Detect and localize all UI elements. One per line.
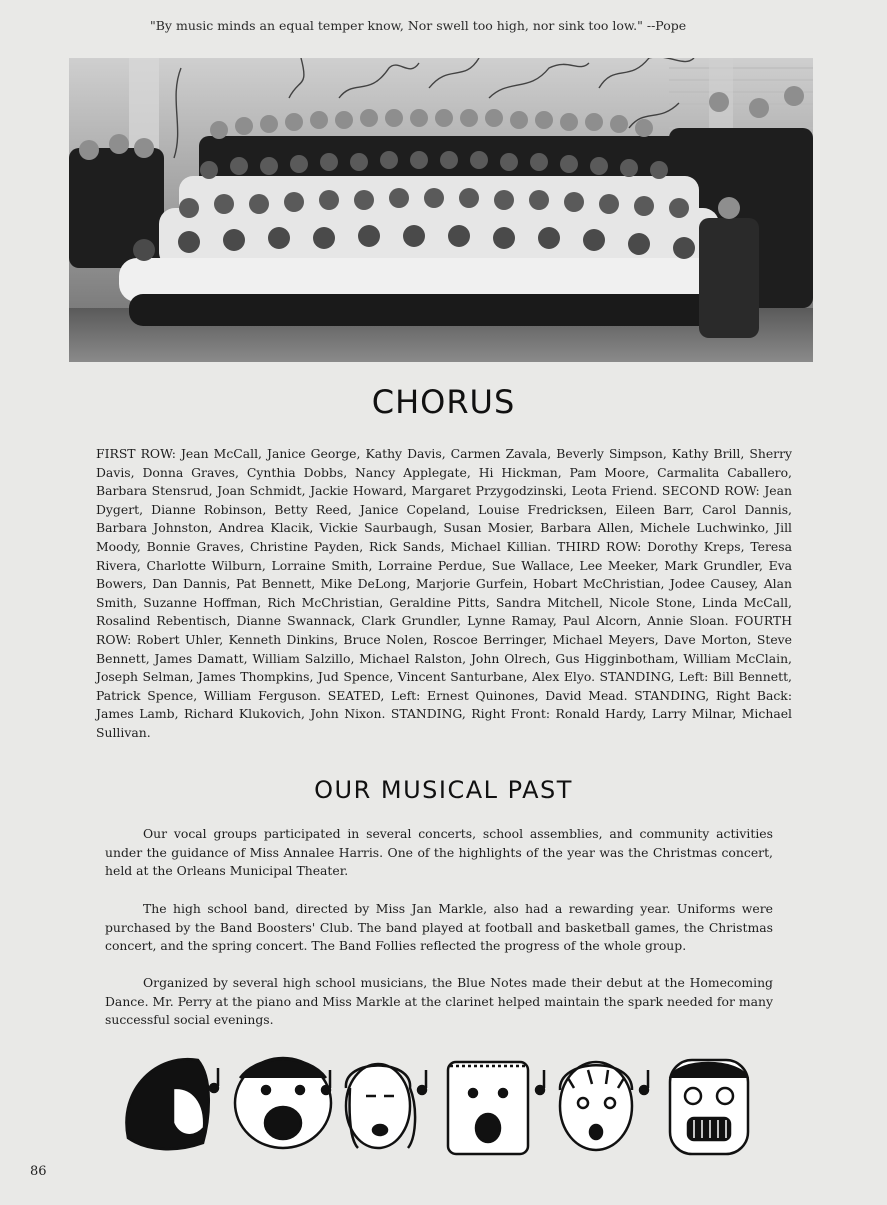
epigraph-quote: "By music minds an equal temper know, Nor swell too high, nor sink too low." --Pope [150, 18, 687, 33]
paragraph-vocal-groups: Our vocal groups participated in several concerts, school assemblies, and community activities under the guidance of Miss Annalee Harris. One of the highlights of the year was the Christmas concert, held at the Orleans Municipal Theater. [105, 826, 773, 879]
chorus-roster: FIRST ROW: Jean McCall, Janice George, Kathy Davis, Carmen Zavala, Beverly Simpson, Kathy Brill, Sherry Davis, Donna Graves, Cynthia Dobbs, Nancy Applegate, Hi Hickman, Pam Moore, Carmalita Caballero, Barbara Stensrud, Joan Schmidt, Jackie Howard, Margaret Przygodzinski, Leota Friend. SECOND ROW: Jean Dygert, Dianne Robinson, Betty Reed, Janice Copeland, Louise Fredricksen, Eileen Barr, Carol Dannis, Barbara Johnston, Andrea Klacik, Vickie Saurbaugh, Susan Mosier, Barbara Allen, Michele Luchwinko, Jill Moody, Bonnie Graves, Christine Payden, Rick Sands, Michael Killian. THIRD ROW: Dorothy Kreps, Teresa Rivera, Charlotte Wilburn, Lorraine Smith, Lorraine Perdue, Sue Wallace, Lee Meeker, Mark Grundler, Eva Bowers, Dan Dannis, Pat Bennett, Mike DeLong, Marjorie Gurfein, Hobart McChristian, Jodee Causey, Alan Smith, Suzanne Hoffman, Rich McChristian, Geraldine Pitts, Sandra Mitchell, Nicole Stone, Linda McCall, Rosalind Rebentisch, Dianne Swannack, Clark Grundler, Lynne Ramay, Paul Alcorn, Annie Sloan. FOURTH ROW: Robert Uhler, Kenneth Dinkins, Bruce Nolen, Roscoe Berringer, Michael Meyers, Dave Morton, Steve Bennett, James Damatt, William Salzillo, Michael Ralston, John Olrech, Gus Higginbotham, William McClain, Joseph Selman, James Thompkins, Jud Spence, Vincent Santurbane, Alex Elyo. STANDING, Left: Bill Bennett, Patrick Spence, William Ferguson. SEATED, Left: Ernest Quinones, David Mead. STANDING, Right Back: James Lamb, Richard Klukovich, John Nixon. STANDING, Right Front: Ronald Hardy, Larry Milnar, Michael Sullivan. [96, 446, 792, 740]
paragraph-blue-notes: Organized by several high school musicians, the Blue Notes made their debut at the Homecoming Dance. Mr. Perry at the piano and Miss Markle at the clarinet helped maintain the spark needed for many successful social evenings. [105, 975, 773, 1028]
chorus-group-photo [69, 58, 813, 362]
page-number: 86 [30, 1164, 47, 1179]
musical-past-heading: OUR MUSICAL PAST [314, 776, 573, 804]
singing-faces-illustration [118, 1048, 758, 1160]
paragraph-high-school-band: The high school band, directed by Miss Jan Markle, also had a rewarding year. Uniforms were purchased by the Band Boosters' Club. The band played at football and basketball games, the Christmas concert, and the spring concert. The Band Follies reflected the progress of the whole group. [105, 901, 773, 954]
chorus-heading: CHORUS [371, 383, 516, 421]
